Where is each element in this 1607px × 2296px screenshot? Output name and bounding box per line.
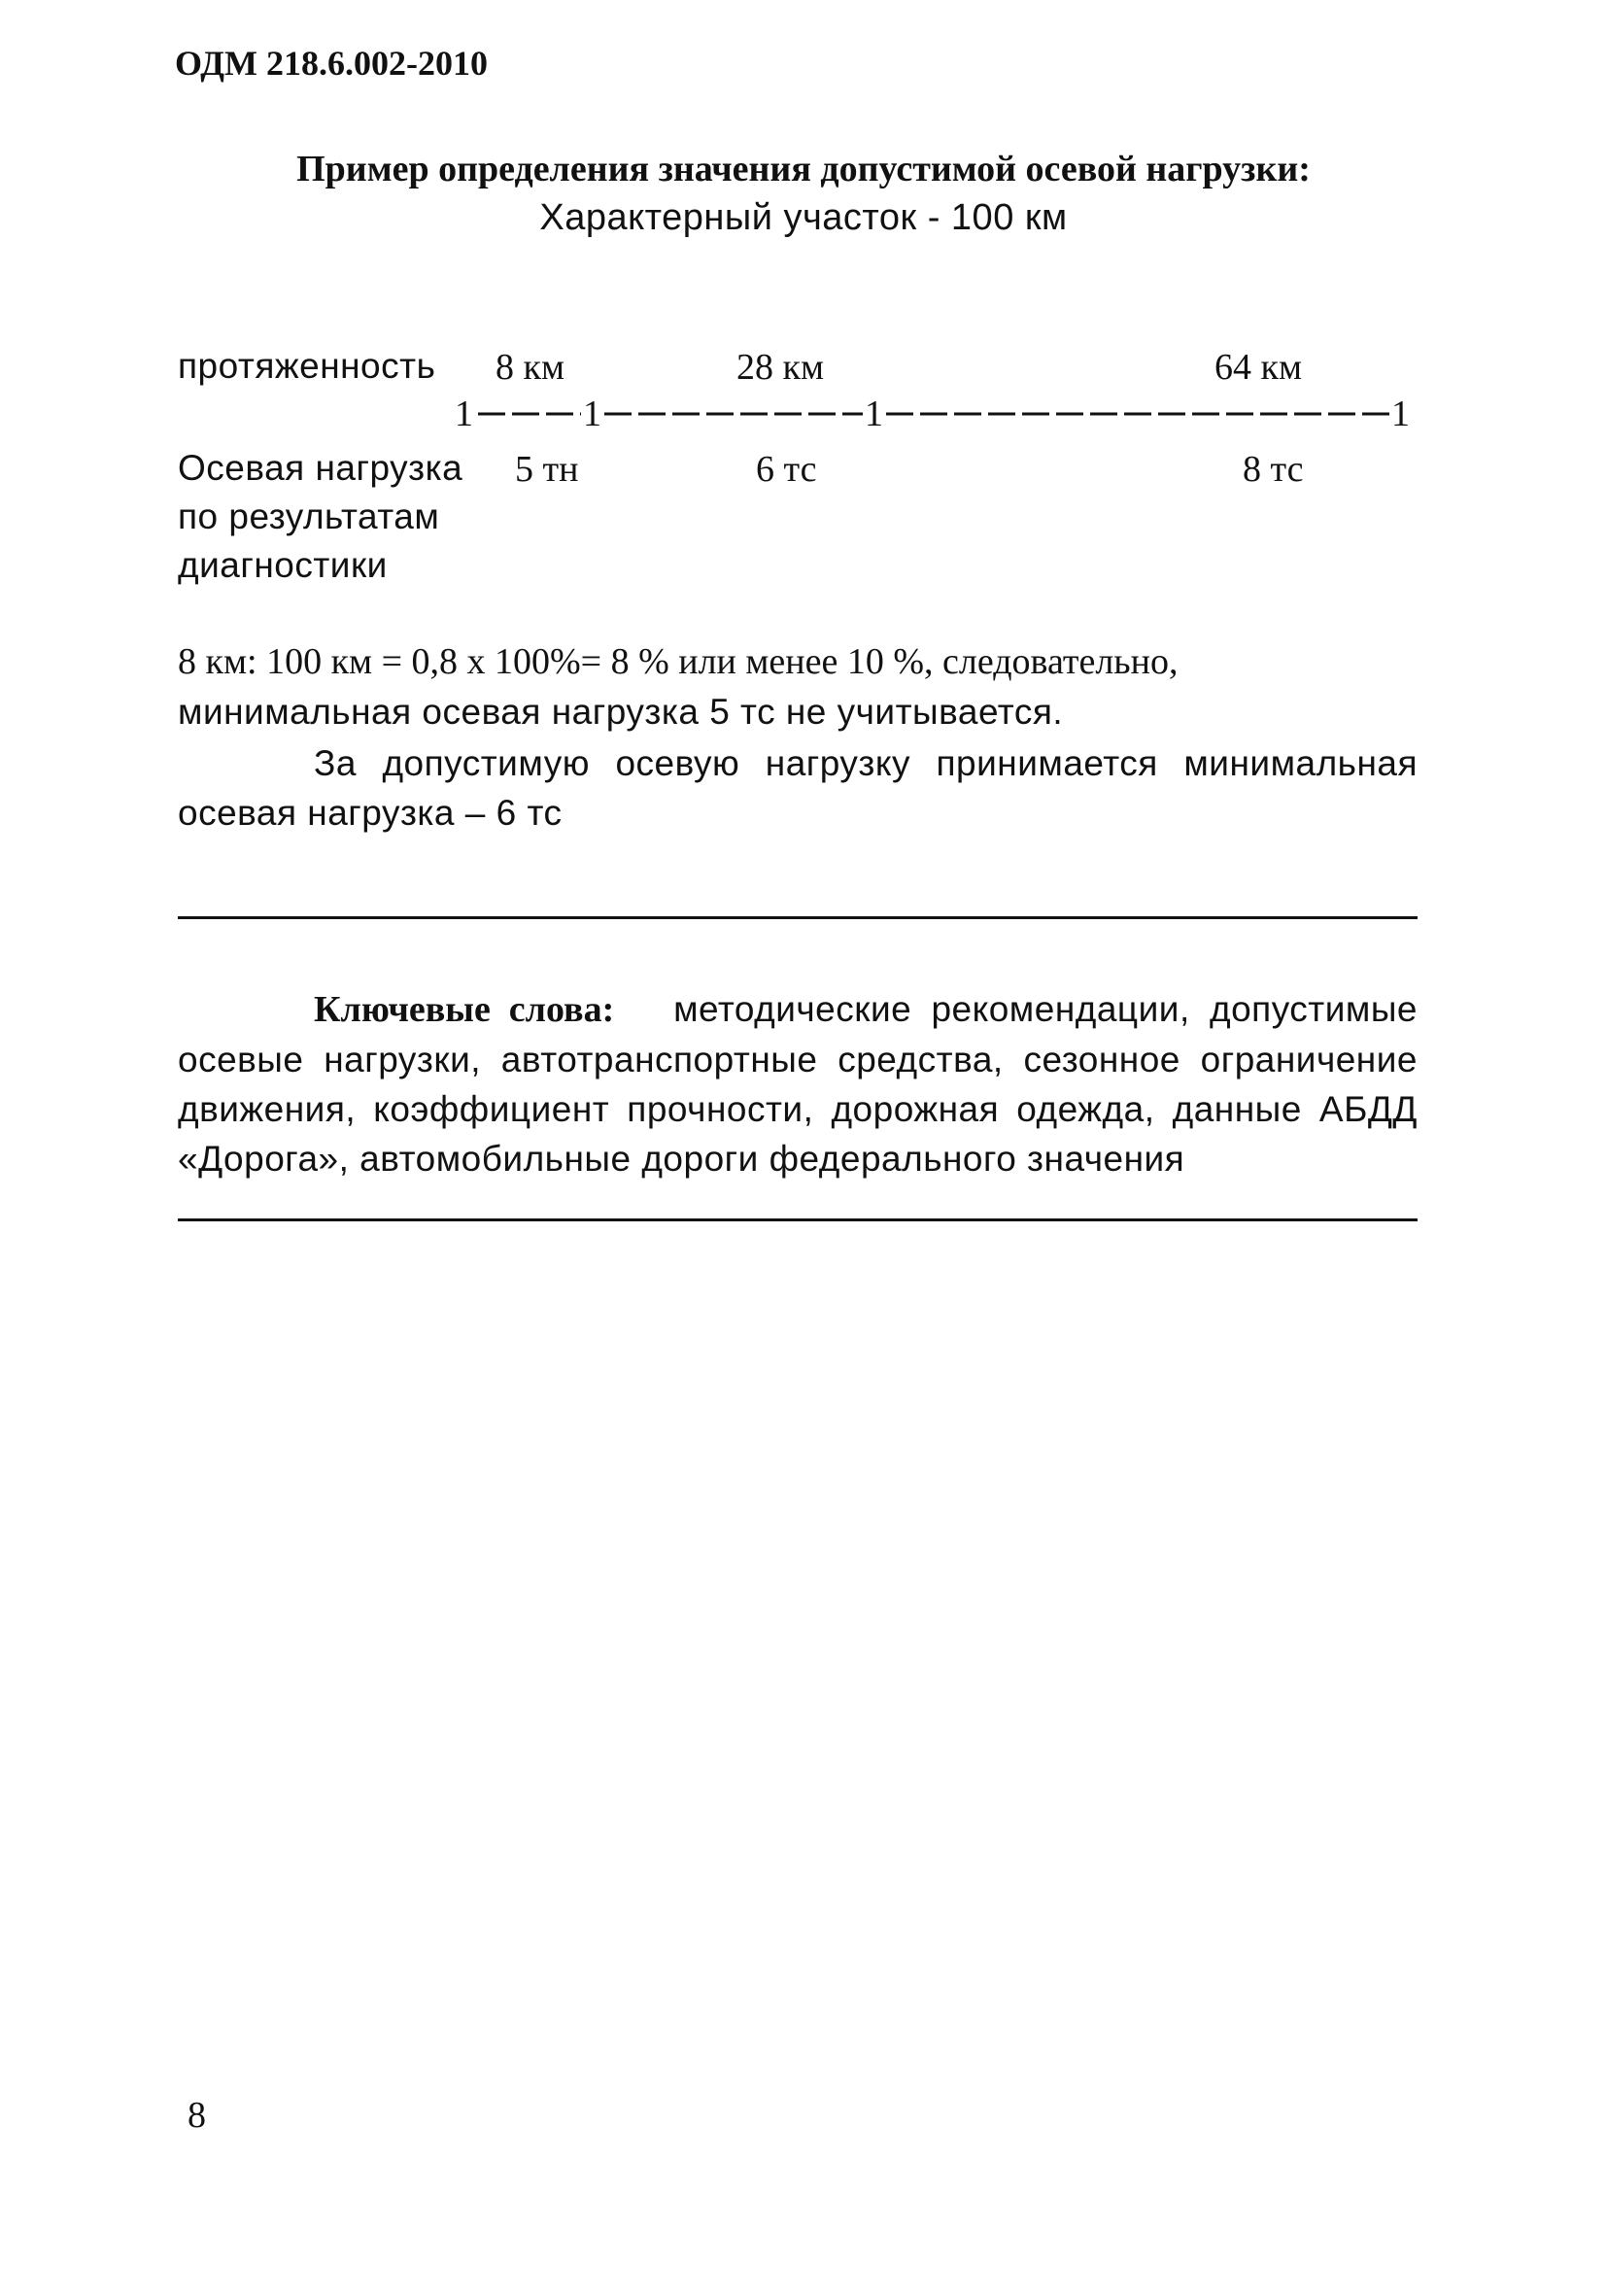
- load-label-line-1: Осевая нагрузка: [178, 448, 463, 488]
- conclusion-paragraph: [178, 738, 1418, 838]
- separator-bottom: [178, 1218, 1418, 1221]
- keywords-text: методические рекомендации, допустимые осевые нагрузки, автотранспортные средства, сезонное ограничение движения, коэффициент прочности, дорожная одежда, данные АБДД «Дорога», автомобильные дороги федерального значения: [178, 989, 1419, 1179]
- calculation-line-1: 8 км: 100 км = 0,8 х 100%= 8 % или менее 10 %, следовательно,: [178, 641, 1179, 682]
- calculation-paragraph: [178, 637, 1418, 737]
- scale-tick-2: 1: [583, 394, 601, 434]
- page-number: 8: [188, 2095, 206, 2136]
- scale-tick-3: 1: [865, 394, 883, 434]
- scale-tick-1: 1: [455, 394, 473, 434]
- document-code: ОДМ 218.6.002-2010: [175, 44, 488, 83]
- load-label-line-3: диагностики: [178, 545, 388, 585]
- scale-tick-4: 1: [1391, 394, 1410, 434]
- segment-load-2: 6 тс: [756, 449, 817, 490]
- keywords-label: Ключевые слова:: [314, 989, 615, 1030]
- separator-top: [178, 916, 1418, 919]
- segment-scale-diagram: [437, 389, 1419, 447]
- conclusion-text: За допустимую осевую нагрузку принимается минимальная осевая нагрузка – 6 тс: [178, 743, 1418, 833]
- example-title: Пример определения значения допустимой осевой нагрузки:: [296, 149, 1311, 189]
- calculation-line-2: минимальная осевая нагрузка 5 тс не учитывается.: [178, 692, 1064, 732]
- segment-load-1: 5 тн: [515, 449, 579, 490]
- segment-length-2: 28 км: [736, 347, 825, 388]
- keywords-paragraph: [178, 984, 1418, 1183]
- segment-length-1: 8 км: [496, 347, 565, 388]
- example-subtitle: Характерный участок - 100 км: [539, 197, 1068, 238]
- segment-length-3: 64 км: [1214, 347, 1303, 388]
- load-label-line-2: по результатам: [178, 497, 440, 536]
- segment-load-3: 8 тс: [1243, 449, 1304, 490]
- length-label: протяженность: [178, 346, 436, 386]
